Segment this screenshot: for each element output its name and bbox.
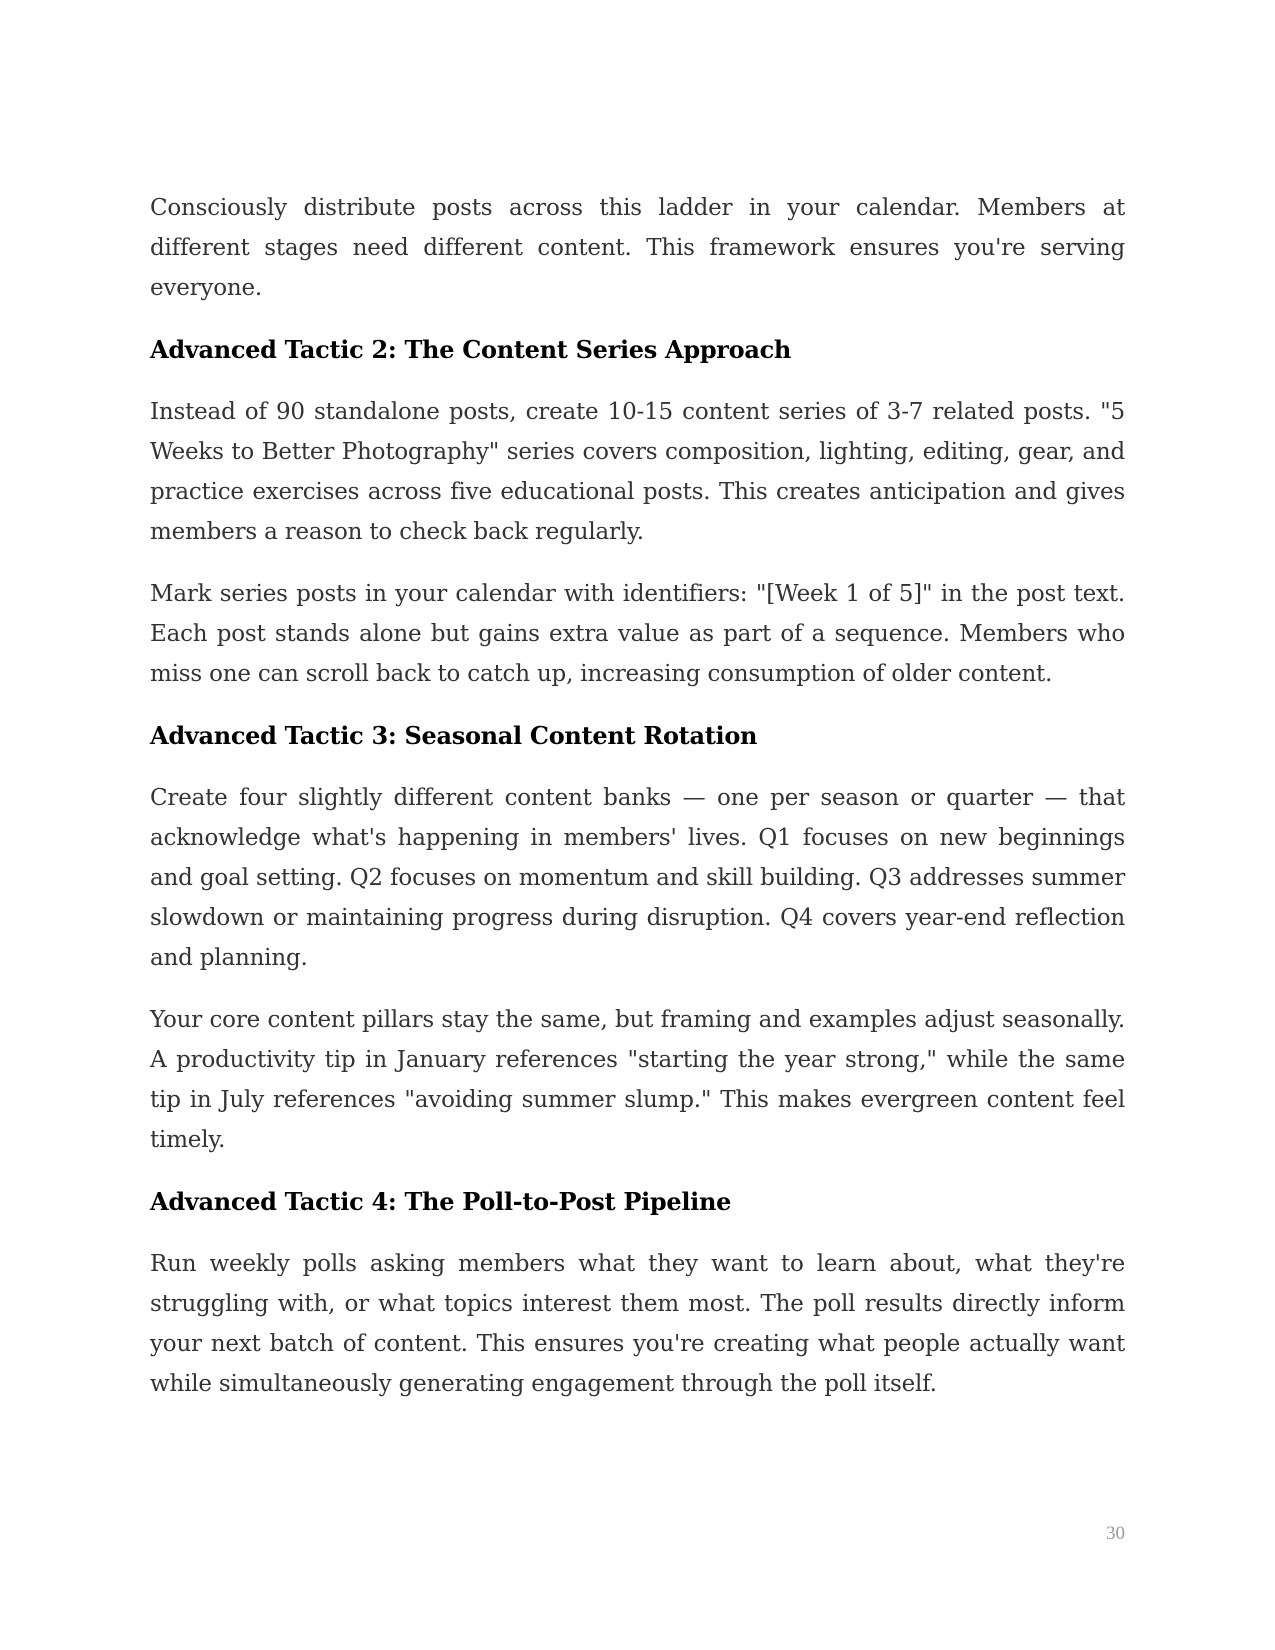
page-number: 30: [1106, 1523, 1125, 1544]
document-page: [150, 188, 1125, 1426]
paragraph-poll-pipeline: Run weekly polls asking members what they want to learn about, what they're struggling with, or what topics interest them most. The poll results directly inform your next batch of content. This ensures you're creating what people actually want while simultaneously generating engagement through the poll itself.: [150, 1251, 1125, 1397]
paragraph-seasonal-banks: Create four slightly different content banks — one per season or quarter — that acknowledge what's happening in members' lives. Q1 focuses on new beginnings and goal setting. Q2 focuses on momentum and skill building. Q3 addresses summer slowdown or maintaining progress during disruption. Q4 covers year-end reflection and planning.: [150, 785, 1125, 971]
paragraph-content-series: Instead of 90 standalone posts, create 10-15 content series of 3-7 related posts. "5 Weeks to Better Photography" series covers composition, lighting, editing, gear, and practice exercises across five educational posts. This creates anticipation and gives members a reason to check back regularly.: [150, 399, 1125, 545]
heading-tactic-2: Advanced Tactic 2: The Content Series Approach: [150, 335, 792, 364]
heading-tactic-4: Advanced Tactic 4: The Poll-to-Post Pipeline: [150, 1187, 732, 1216]
heading-tactic-3: Advanced Tactic 3: Seasonal Content Rotation: [150, 721, 758, 750]
paragraph-seasonal-framing: Your core content pillars stay the same, but framing and examples adjust seasonally. A productivity tip in January references "starting the year strong," while the same tip in July references "avoiding summer slump." This makes evergreen content feel timely.: [150, 1007, 1125, 1153]
paragraph-ladder-distribution: Consciously distribute posts across this ladder in your calendar. Members at different stages need different content. This framework ensures you're serving everyone.: [150, 195, 1125, 301]
paragraph-series-identifiers: Mark series posts in your calendar with identifiers: "[Week 1 of 5]" in the post text. Each post stands alone but gains extra value as part of a sequence. Members who miss one can scroll back to catch up, increasing consumption of older content.: [150, 581, 1125, 687]
